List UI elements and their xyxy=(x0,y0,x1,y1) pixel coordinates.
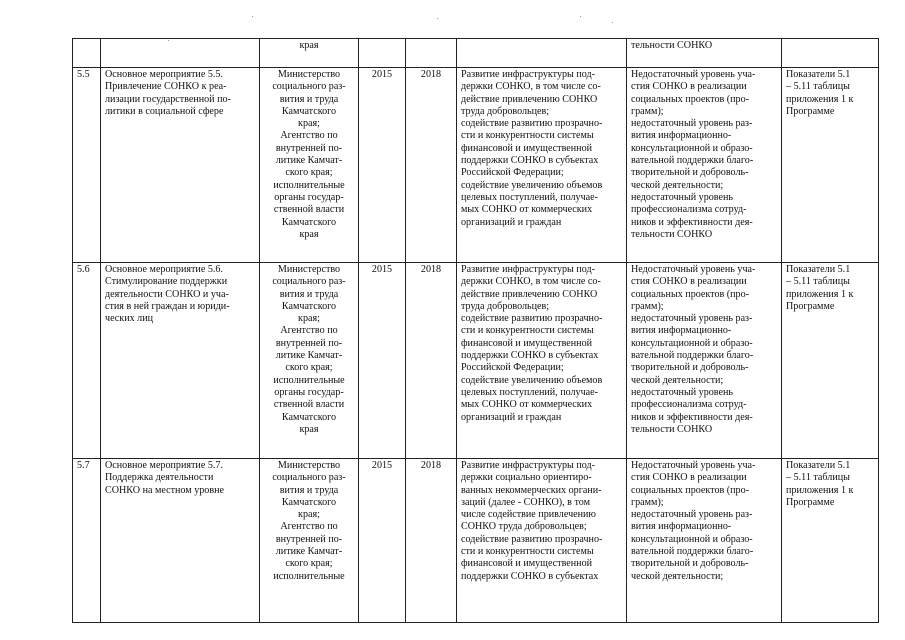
text-line: содействие увеличению объемов xyxy=(461,374,603,386)
cell-indicators xyxy=(782,459,879,623)
text-line: консультационной и образо- xyxy=(631,533,753,545)
cell-name xyxy=(101,459,260,623)
cell-end: 2018 xyxy=(406,263,457,459)
cell-indicators xyxy=(782,263,879,459)
text-line: вития информационно- xyxy=(631,325,732,337)
cell-result xyxy=(457,263,627,459)
text-line: Российской Федерации; xyxy=(461,362,564,374)
cell-start: 2015 xyxy=(359,459,406,623)
text-line: литики в социальной сфере xyxy=(105,105,224,117)
text-line: тельности СОНКО xyxy=(631,228,713,240)
text-line: Показатели 5.1 xyxy=(786,69,851,80)
text-line: содействие развитию прозрачно- xyxy=(461,313,603,325)
text-line: Камчатского xyxy=(281,105,337,117)
cell-result xyxy=(457,459,627,623)
cell-indicators xyxy=(782,39,879,68)
text-line: консультационной и образо- xyxy=(631,142,753,154)
text-line: поддержки СОНКО в субъектах xyxy=(461,570,599,582)
text-line: содействие увеличению объемов xyxy=(461,179,603,191)
text-line: СОНКО на местном уровне xyxy=(105,484,224,496)
text-line: Поддержка деятельности xyxy=(105,472,214,484)
program-table xyxy=(72,38,879,623)
text-line: Основное мероприятие 5.7. xyxy=(105,460,223,471)
text-line: – 5.11 таблицы xyxy=(786,276,850,288)
cell-consequences xyxy=(627,459,782,623)
text-line: грамм); xyxy=(631,105,664,117)
text-line: внутренней по- xyxy=(275,533,343,545)
text-line: – 5.11 таблицы xyxy=(786,472,850,484)
cell-start xyxy=(359,39,406,68)
text-line: Развитие инфраструктуры под- xyxy=(461,460,596,471)
cell-indicators xyxy=(782,68,879,263)
text-line: целевых поступлений, получае- xyxy=(461,191,598,203)
text-line: Программе xyxy=(786,105,835,117)
text-line: недостаточный уровень xyxy=(631,386,733,398)
cell-name xyxy=(101,263,260,459)
text-line: творительной и доброволь- xyxy=(631,167,749,179)
text-line: организаций и граждан xyxy=(461,216,562,228)
text-line: органы государ- xyxy=(274,191,344,203)
text-line: держки СОНКО, в том числе со- xyxy=(461,81,601,93)
text-line: стия СОНКО в реализации xyxy=(631,81,747,93)
text-line: исполнительные xyxy=(273,374,345,386)
text-line: внутренней по- xyxy=(275,337,343,349)
text-line: консультационной и образо- xyxy=(631,337,753,349)
text-line: ческой деятельности; xyxy=(631,570,724,582)
cell-end xyxy=(406,39,457,68)
cell-executor xyxy=(260,263,359,459)
cell-consequences: тельности СОНКО xyxy=(627,39,782,68)
text-line: поддержки СОНКО в субъектах xyxy=(461,350,599,362)
text-line: вития информационно- xyxy=(631,130,732,142)
text-line: организаций и граждан xyxy=(461,411,562,423)
text-line: приложения 1 к xyxy=(786,484,854,496)
cell-consequences xyxy=(627,68,782,263)
text-line: деятельности СОНКО и уча- xyxy=(105,288,229,300)
text-line: Стимулирование поддержки xyxy=(105,276,228,288)
text-line: Основное мероприятие 5.6. xyxy=(105,264,223,275)
text-line: вития и труда xyxy=(279,288,339,300)
cell-num: 5.7 xyxy=(73,459,101,623)
cell-name xyxy=(101,39,260,68)
text-line: финансовой и имущественной xyxy=(461,337,593,349)
text-line: социального раз- xyxy=(272,276,346,288)
text-line: действие привлечению СОНКО xyxy=(461,288,598,300)
table-row xyxy=(73,68,879,263)
text-line: Показатели 5.1 xyxy=(786,264,851,275)
text-line: Привлечение СОНКО к реа- xyxy=(105,81,227,93)
text-line: края xyxy=(299,423,319,435)
text-line: заций (далее - СОНКО), в том xyxy=(461,496,590,508)
text-line: вития и труда xyxy=(279,93,339,105)
cell-end: 2018 xyxy=(406,459,457,623)
table-row xyxy=(73,263,879,459)
text-line: социальных проектов (про- xyxy=(631,93,749,105)
text-line: Камчатского xyxy=(281,496,337,508)
text-line: сти и конкурентности системы xyxy=(461,546,594,558)
text-line: сти и конкурентности системы xyxy=(461,325,594,337)
text-line: Развитие инфраструктуры под- xyxy=(461,69,596,80)
text-line: сти и конкурентности системы xyxy=(461,130,594,142)
cell-end: 2018 xyxy=(406,68,457,263)
text-line: Камчатского xyxy=(281,216,337,228)
text-line: литике Камчат- xyxy=(275,155,343,167)
text-line: ственной власти xyxy=(273,204,345,216)
text-line: недостаточный уровень раз- xyxy=(631,509,753,521)
text-line: исполнительные xyxy=(273,179,345,191)
text-line: Камчатского xyxy=(281,411,337,423)
text-line: литике Камчат- xyxy=(275,350,343,362)
text-line: Недостаточный уровень уча- xyxy=(631,69,756,80)
cell-name xyxy=(101,68,260,263)
text-line: Агентство по xyxy=(280,325,338,337)
text-line: финансовой и имущественной xyxy=(461,142,593,154)
text-line: держки СОНКО, в том числе со- xyxy=(461,276,601,288)
text-line: Недостаточный уровень уча- xyxy=(631,460,756,471)
text-line: вития и труда xyxy=(279,484,339,496)
text-line: исполнительные xyxy=(273,570,345,582)
text-line: социального раз- xyxy=(272,81,346,93)
text-line: вательной поддержки благо- xyxy=(631,546,754,558)
text-line: творительной и доброволь- xyxy=(631,558,749,570)
text-line: Основное мероприятие 5.5. xyxy=(105,69,223,80)
text-line: приложения 1 к xyxy=(786,288,854,300)
text-line: целевых поступлений, получае- xyxy=(461,386,598,398)
text-line: Агентство по xyxy=(280,521,338,533)
table-row-continuation xyxy=(73,39,879,68)
text-line: недостаточный уровень раз- xyxy=(631,118,753,130)
text-line: творительной и доброволь- xyxy=(631,362,749,374)
text-line: финансовой и имущественной xyxy=(461,558,593,570)
text-line: труда добровольцев; xyxy=(461,300,550,312)
cell-num xyxy=(73,39,101,68)
cell-consequences xyxy=(627,263,782,459)
cell-executor: края xyxy=(260,39,359,68)
text-line: ческих лиц xyxy=(105,313,154,325)
text-line: Развитие инфраструктуры под- xyxy=(461,264,596,275)
text-line: грамм); xyxy=(631,496,664,508)
cell-num: 5.6 xyxy=(73,263,101,459)
text-line: Программе xyxy=(786,496,835,508)
cell-start: 2015 xyxy=(359,263,406,459)
cell-start: 2015 xyxy=(359,68,406,263)
text-line: ского края; xyxy=(285,558,333,570)
cell-result xyxy=(457,39,627,68)
cell-num: 5.5 xyxy=(73,68,101,263)
text-line: приложения 1 к xyxy=(786,93,854,105)
text-line: труда добровольцев; xyxy=(461,105,550,117)
text-line: поддержки СОНКО в субъектах xyxy=(461,155,599,167)
text-line: содействие развитию прозрачно- xyxy=(461,533,603,545)
text-line: ского края; xyxy=(285,362,333,374)
text-line: социальных проектов (про- xyxy=(631,288,749,300)
text-line: Министерство xyxy=(277,69,341,80)
cell-executor xyxy=(260,68,359,263)
text-line: профессионализма сотруд- xyxy=(631,204,747,216)
text-line: внутренней по- xyxy=(275,142,343,154)
text-line: органы государ- xyxy=(274,386,344,398)
text-line: Программе xyxy=(786,300,835,312)
text-line: мых СОНКО от коммерческих xyxy=(461,399,593,411)
text-line: – 5.11 таблицы xyxy=(786,81,850,93)
text-line: стия СОНКО в реализации xyxy=(631,472,747,484)
text-line: края; xyxy=(298,118,320,130)
text-line: числе содействие привлечению xyxy=(461,509,596,521)
text-line: ческой деятельности; xyxy=(631,374,724,386)
text-line: недостаточный уровень раз- xyxy=(631,313,753,325)
text-line: ственной власти xyxy=(273,399,345,411)
text-line: вательной поддержки благо- xyxy=(631,155,754,167)
text-line: тельности СОНКО xyxy=(631,423,713,435)
text-line: действие привлечению СОНКО xyxy=(461,93,598,105)
text-line: Министерство xyxy=(277,460,341,471)
text-line: ников и эффективности дея- xyxy=(631,216,753,228)
text-line: держки социально ориентиро- xyxy=(461,472,592,484)
text-line: литике Камчат- xyxy=(275,546,343,558)
text-line: СОНКО труда добровольцев; xyxy=(461,521,587,533)
text-line: мых СОНКО от коммерческих xyxy=(461,204,593,216)
text-line: ников и эффективности дея- xyxy=(631,411,753,423)
text-line: профессионализма сотруд- xyxy=(631,399,747,411)
text-line: недостаточный уровень xyxy=(631,191,733,203)
text-line: Агентство по xyxy=(280,130,338,142)
text-line: социального раз- xyxy=(272,472,346,484)
text-line: края; xyxy=(298,509,320,521)
text-line: стия в ней граждан и юриди- xyxy=(105,300,230,312)
text-line: ского края; xyxy=(285,167,333,179)
table-row xyxy=(73,459,879,623)
text-line: лизации государственной по- xyxy=(105,93,231,105)
text-line: Недостаточный уровень уча- xyxy=(631,264,756,275)
text-line: Показатели 5.1 xyxy=(786,460,851,471)
text-line: вательной поддержки благо- xyxy=(631,350,754,362)
text-line: грамм); xyxy=(631,300,664,312)
text-line: Камчатского xyxy=(281,300,337,312)
cell-executor xyxy=(260,459,359,623)
text-line: ческой деятельности; xyxy=(631,179,724,191)
text-line: социальных проектов (про- xyxy=(631,484,749,496)
text-line: ванных некоммерческих органи- xyxy=(461,484,602,496)
text-line: Российской Федерации; xyxy=(461,167,564,179)
text-line: Министерство xyxy=(277,264,341,275)
text-line: края xyxy=(299,228,319,240)
cell-result xyxy=(457,68,627,263)
text-line: края; xyxy=(298,313,320,325)
text-line: вития информационно- xyxy=(631,521,732,533)
text-line: стия СОНКО в реализации xyxy=(631,276,747,288)
text-line: содействие развитию прозрачно- xyxy=(461,118,603,130)
